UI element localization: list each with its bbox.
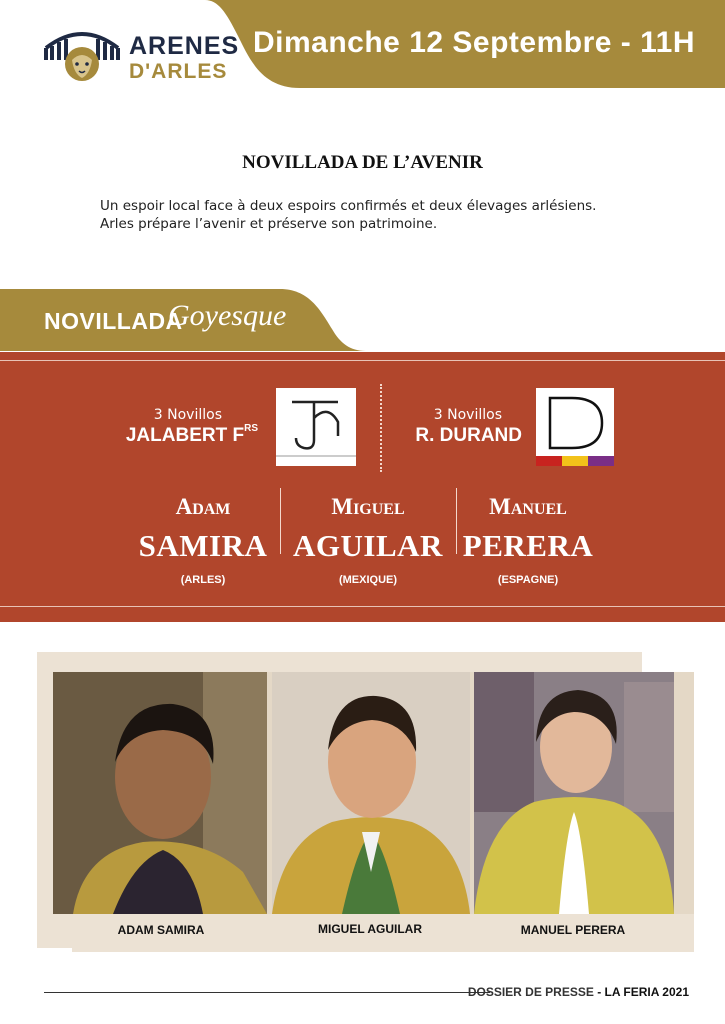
section-label: NOVILLADA <box>44 308 183 334</box>
intro-line-2: Arles prépare l’avenir et préserve son patrimoine. <box>100 216 438 232</box>
section-script-label: Goyesque <box>168 299 287 332</box>
torero-2-origin: (MEXIQUE) <box>338 574 398 586</box>
arena-lion-icon <box>42 26 122 88</box>
torero-2-last: AGUILAR <box>293 528 443 563</box>
footer-sep: - <box>593 985 605 999</box>
torero-3-first: Manuel <box>489 494 567 519</box>
durand-brand-icon <box>536 388 614 466</box>
torero-separator <box>280 488 281 554</box>
page-title: NOVILLADA DE L’AVENIR <box>242 152 483 173</box>
ganaderia-2-name: R. DURAND <box>415 425 522 446</box>
footer-rule <box>44 992 490 993</box>
ganaderia-1-name-text: JALABERT F <box>125 425 245 446</box>
photo-caption-2: MIGUEL AGUILAR <box>318 922 422 936</box>
photo-manuel-perera <box>474 672 674 914</box>
intro-paragraph <box>100 197 660 233</box>
durand-brand <box>536 388 614 466</box>
jalabert-brand <box>276 388 356 466</box>
panel-bottom-rule <box>0 606 725 607</box>
torero-1-last: SAMIRA <box>138 528 268 563</box>
torero-3-last: PERERA <box>462 528 594 563</box>
ganaderia-1-name <box>100 425 258 447</box>
ganaderia-1-name-sup: RS <box>244 423 258 434</box>
event-date: Dimanche 12 Septembre - 11H <box>252 26 695 59</box>
photo-adam-samira <box>53 672 267 914</box>
torero-portrait-icon <box>53 672 267 914</box>
torero-portrait-icon <box>272 672 470 914</box>
torero-1-first: Adam <box>175 494 231 519</box>
ganaderia-1-count: 3 Novillos <box>153 407 222 423</box>
ganaderia-2-count: 3 Novillos <box>433 407 502 423</box>
panel-top-rule <box>0 360 725 361</box>
torero-portrait-icon <box>474 672 674 914</box>
torero-3-origin: (ESPAGNE) <box>497 574 559 586</box>
photo-miguel-aguilar <box>272 672 470 914</box>
footer-label <box>468 985 689 999</box>
logo-line-2: D'ARLES <box>129 60 228 83</box>
photo-caption-3: MANUEL PERERA <box>520 923 626 937</box>
logo-line-1: ARENES <box>129 32 240 60</box>
jalabert-brand-icon <box>276 388 356 466</box>
footer-right: LA FERIA 2021 <box>604 985 689 999</box>
intro-line-1: Un espoir local face à deux espoirs confirmés et deux élevages arlésiens. <box>100 198 597 214</box>
photo-caption-1: ADAM SAMIRA <box>117 923 205 937</box>
torero-2-first: Miguel <box>331 494 405 519</box>
torero-1-origin: (ARLES) <box>180 574 226 586</box>
footer-left: DOSSIER DE PRESSE <box>467 985 594 999</box>
arenes-logo <box>42 26 240 90</box>
